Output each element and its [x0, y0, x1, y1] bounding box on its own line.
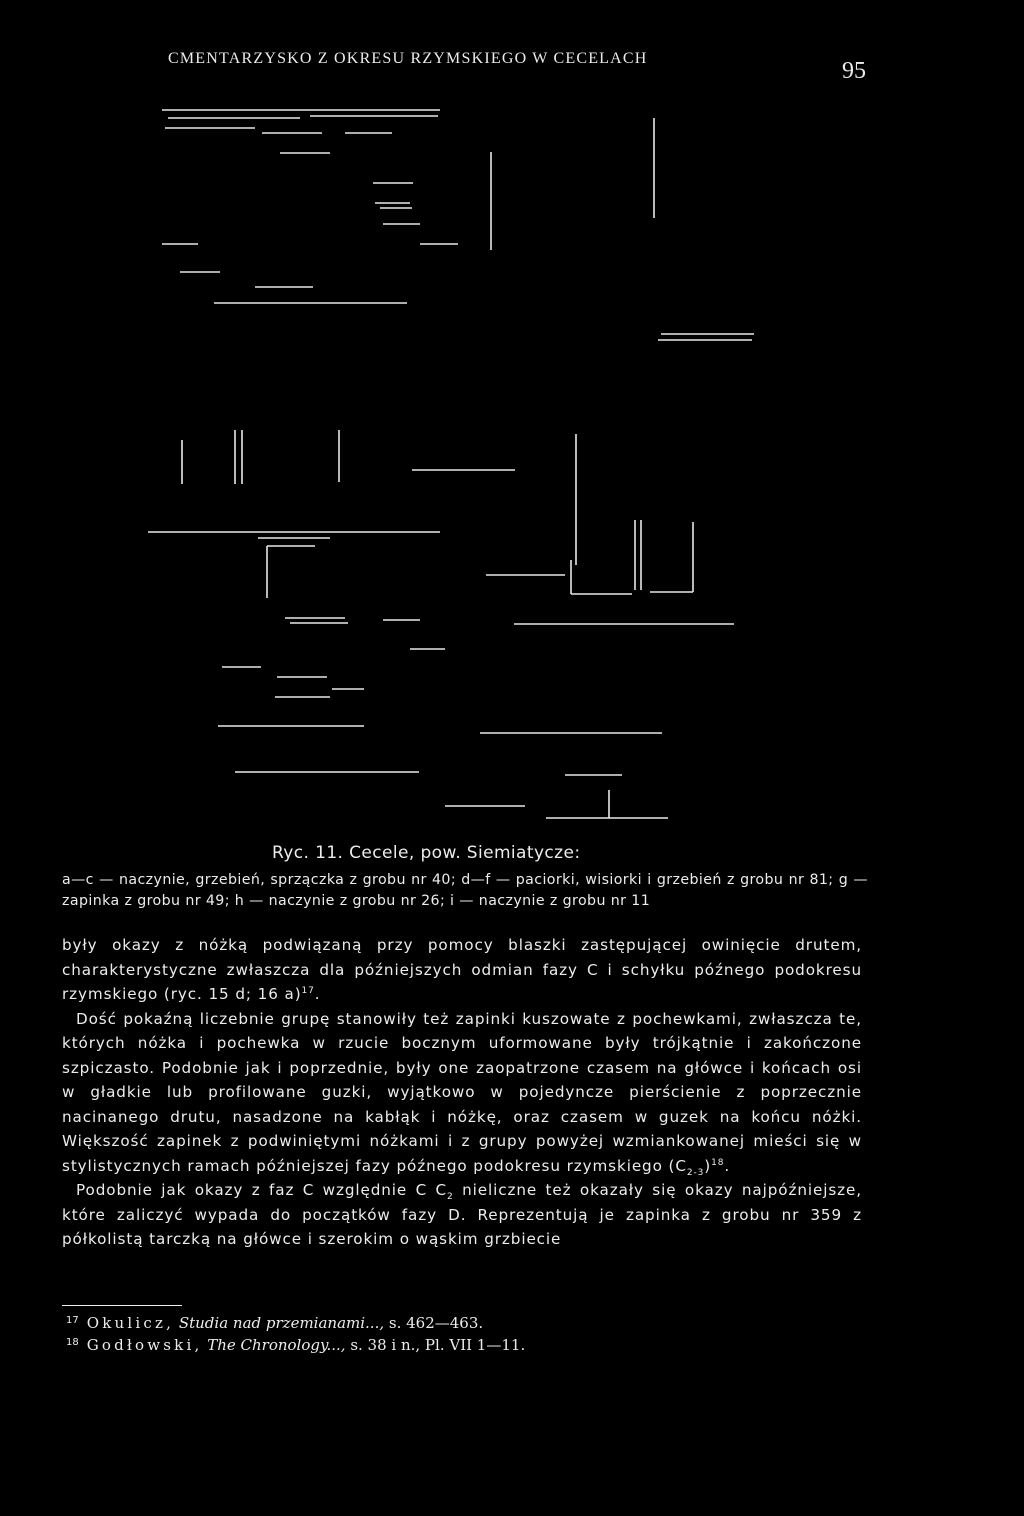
paragraph-1: były okazy z nóżką podwiązaną przy pomocy blaszki zastępującej owinięcie drutem, charakterystyczne zwłaszcza dla późniejszych odmian fazy C i schyłku późnego podokresu rzymskiego (ryc. 15 d; 16 a)$^{17}$.: [62, 936, 862, 1003]
page-number: 95: [842, 58, 866, 84]
paragraph-2: Dość pokaźną liczebnie grupę stanowiły też zapinki kuszowate z pochewkami, zwłaszcza te, których nóżka i pochewka w rzucie bocznym uformowane były trójkątnie i zakończone szpiczasto. Podobnie jak i poprzednie, były one zaopatrzone czasem na główce i końcach osi w gładkie lub profilowane guzki, wyjątkowo w pojedyncze pierścienie z poprzecznie nacinanego drutu, nasadzone na kabłąk i nóżkę, oraz czasem w guzek na końcu nóżki. Większość zapinek z podwiniętymi nóżkami i z grupy powyżej wzmiankowanej mieści się w stylistycznych ramach późniejszej fazy późnego podokresu rzymskiego $(C_{2-3})^{18}$.: [62, 1009, 862, 1178]
figure-title: Ryc. 11. Cecele, pow. Siemiatycze:: [272, 843, 581, 863]
body-text: [62, 933, 862, 1252]
running-head: CMENTARZYSKO Z OKRESU RZYMSKIEGO W CECELACH: [168, 50, 648, 67]
paragraph-3: Podobnie jak okazy z faz C względnie C $C_2$ nieliczne też okazały się okazy najpóźniejsze, które zaliczyć wypada do początków fazy D. Reprezentują je zapinka z grobu nr 359 z półkolistą tarczką na główce i szerokim o wąskim grzbiecie: [62, 1181, 863, 1248]
footnote-17: $^{17}$ Okulicz, Studia nad przemianami..., s. 462—463.: [66, 1314, 484, 1332]
footnote-18: $^{18}$ Godłowski, The Chronology..., s. 38 i n., Pl. VII 1—11.: [66, 1336, 526, 1354]
figure-caption: a—c — naczynie, grzebień, sprzączka z grobu nr 40; d—f — paciorki, wisiorki i grzebień z grobu nr 81; g — zapinka z grobu nr 49; h — naczynie z grobu nr 26; i — naczynie z grobu nr 11: [62, 872, 868, 909]
footnote-ref-17: 17: [301, 986, 315, 996]
footnote-rule: [62, 1305, 182, 1306]
footnote-ref-18: 18: [711, 1157, 725, 1168]
footnotes: [62, 1312, 862, 1356]
